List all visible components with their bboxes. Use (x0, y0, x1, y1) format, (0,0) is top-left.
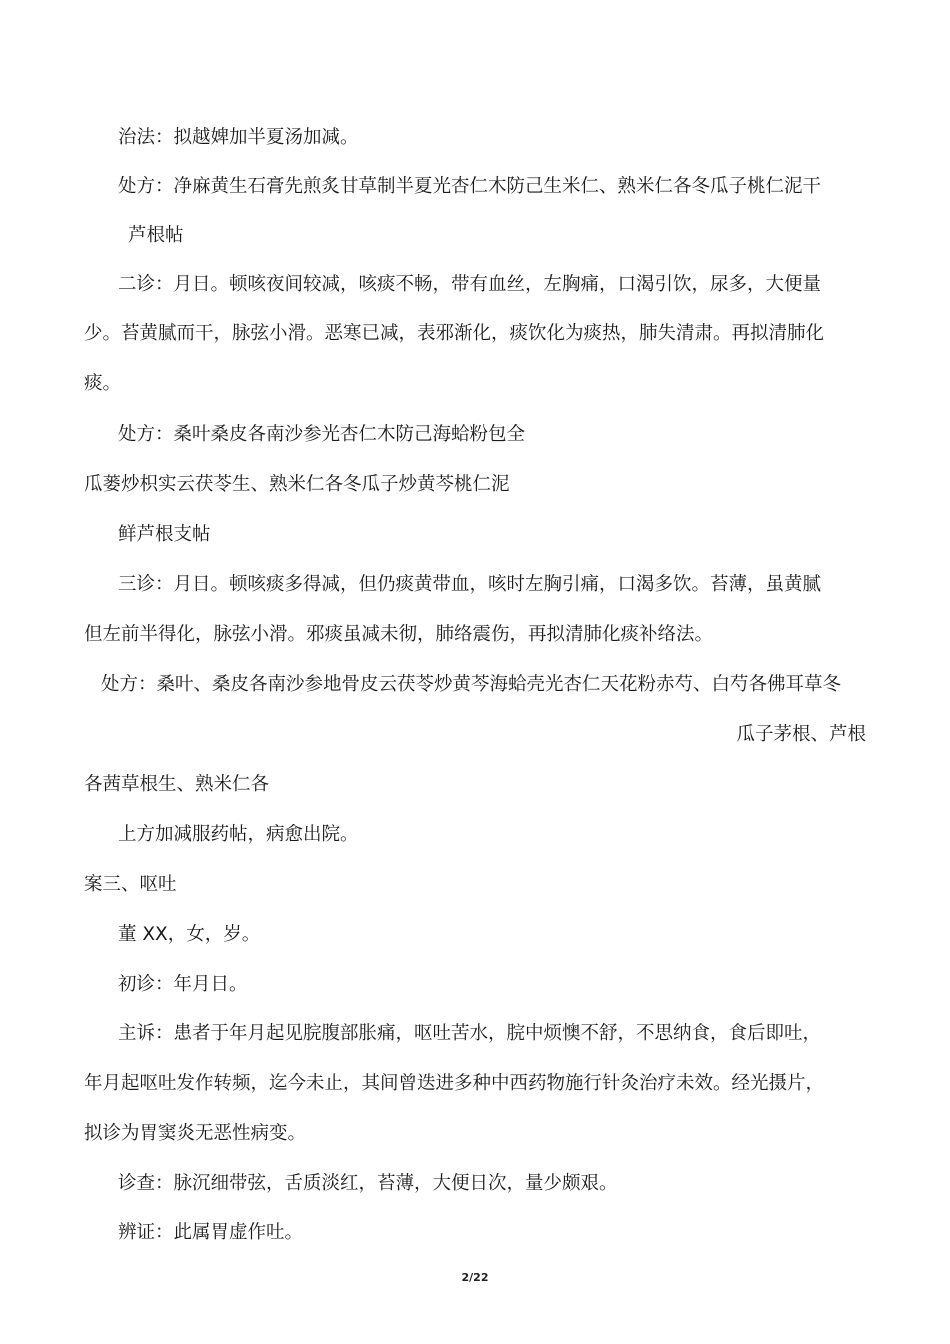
text-line: 痰。 (84, 373, 122, 394)
text-line: 辨证：此属胃虚作吐。 (118, 1222, 304, 1243)
text-line: 处方：桑叶、桑皮各南沙参地骨皮云茯苓炒黄芩海蛤壳光杏仁天花粉赤芍、白芍各佛耳草冬 (101, 674, 842, 695)
text-line: 年月起呕吐发作转频，迄今未止，其间曾迭进多种中西药物施行针灸治疗未效。经光摄片， (84, 1073, 825, 1094)
text-line: 治法：拟越婢加半夏汤加减。 (118, 127, 359, 148)
page-number: 2/22 (461, 1271, 489, 1284)
text-line: 少。苔黄腻而干，脉弦小滑。恶寒已减，表邪渐化，痰饮化为痰热，肺失清肃。再拟清肺化 (84, 323, 825, 344)
text-line: 董 XX，女，岁。 (118, 924, 261, 945)
text-line: 瓜蒌炒枳实云茯苓生、熟米仁各冬瓜子炒黄芩桃仁泥 (84, 474, 510, 495)
text-line: 各茜草根生、熟米仁各 (84, 774, 270, 795)
text-line: 上方加减服药帖，病愈出院。 (118, 824, 359, 845)
section-heading: 案三、呕吐 (84, 874, 177, 895)
text-line: 初诊：年月日。 (118, 974, 248, 995)
text-line: 主诉：患者于年月起见脘腹部胀痛，呕吐苦水，脘中烦懊不舒，不思纳食，食后即吐， (118, 1023, 822, 1044)
text-line: 芦根帖 (128, 225, 184, 246)
text-line: 诊查：脉沉细带弦，舌质淡红，苔薄，大便日次，量少颇艰。 (118, 1173, 618, 1194)
text-line: 二诊：月日。顿咳夜间较减，咳痰不畅，带有血丝，左胸痛，口渴引饮，尿多，大便量 (118, 274, 822, 295)
text-line: 处方：桑叶桑皮各南沙参光杏仁木防己海蛤粉包全 (118, 424, 526, 445)
text-line: 拟诊为胃窦炎无恶性病变。 (84, 1123, 307, 1144)
text-line: 瓜子茅根、芦根 (736, 724, 866, 745)
text-line: 但左前半得化，脉弦小滑。邪痰虽减未彻，肺络震伤，再拟清肺化痰补络法。 (84, 624, 714, 645)
text-line: 处方：净麻黄生石膏先煎炙甘草制半夏光杏仁木防己生米仁、熟米仁各冬瓜子桃仁泥干 (118, 176, 822, 197)
text-line: 鲜芦根支帖 (118, 524, 211, 545)
text-line: 三诊：月日。顿咳痰多得减，但仍痰黄带血，咳时左胸引痛，口渴多饮。苔薄，虽黄腻 (118, 574, 822, 595)
